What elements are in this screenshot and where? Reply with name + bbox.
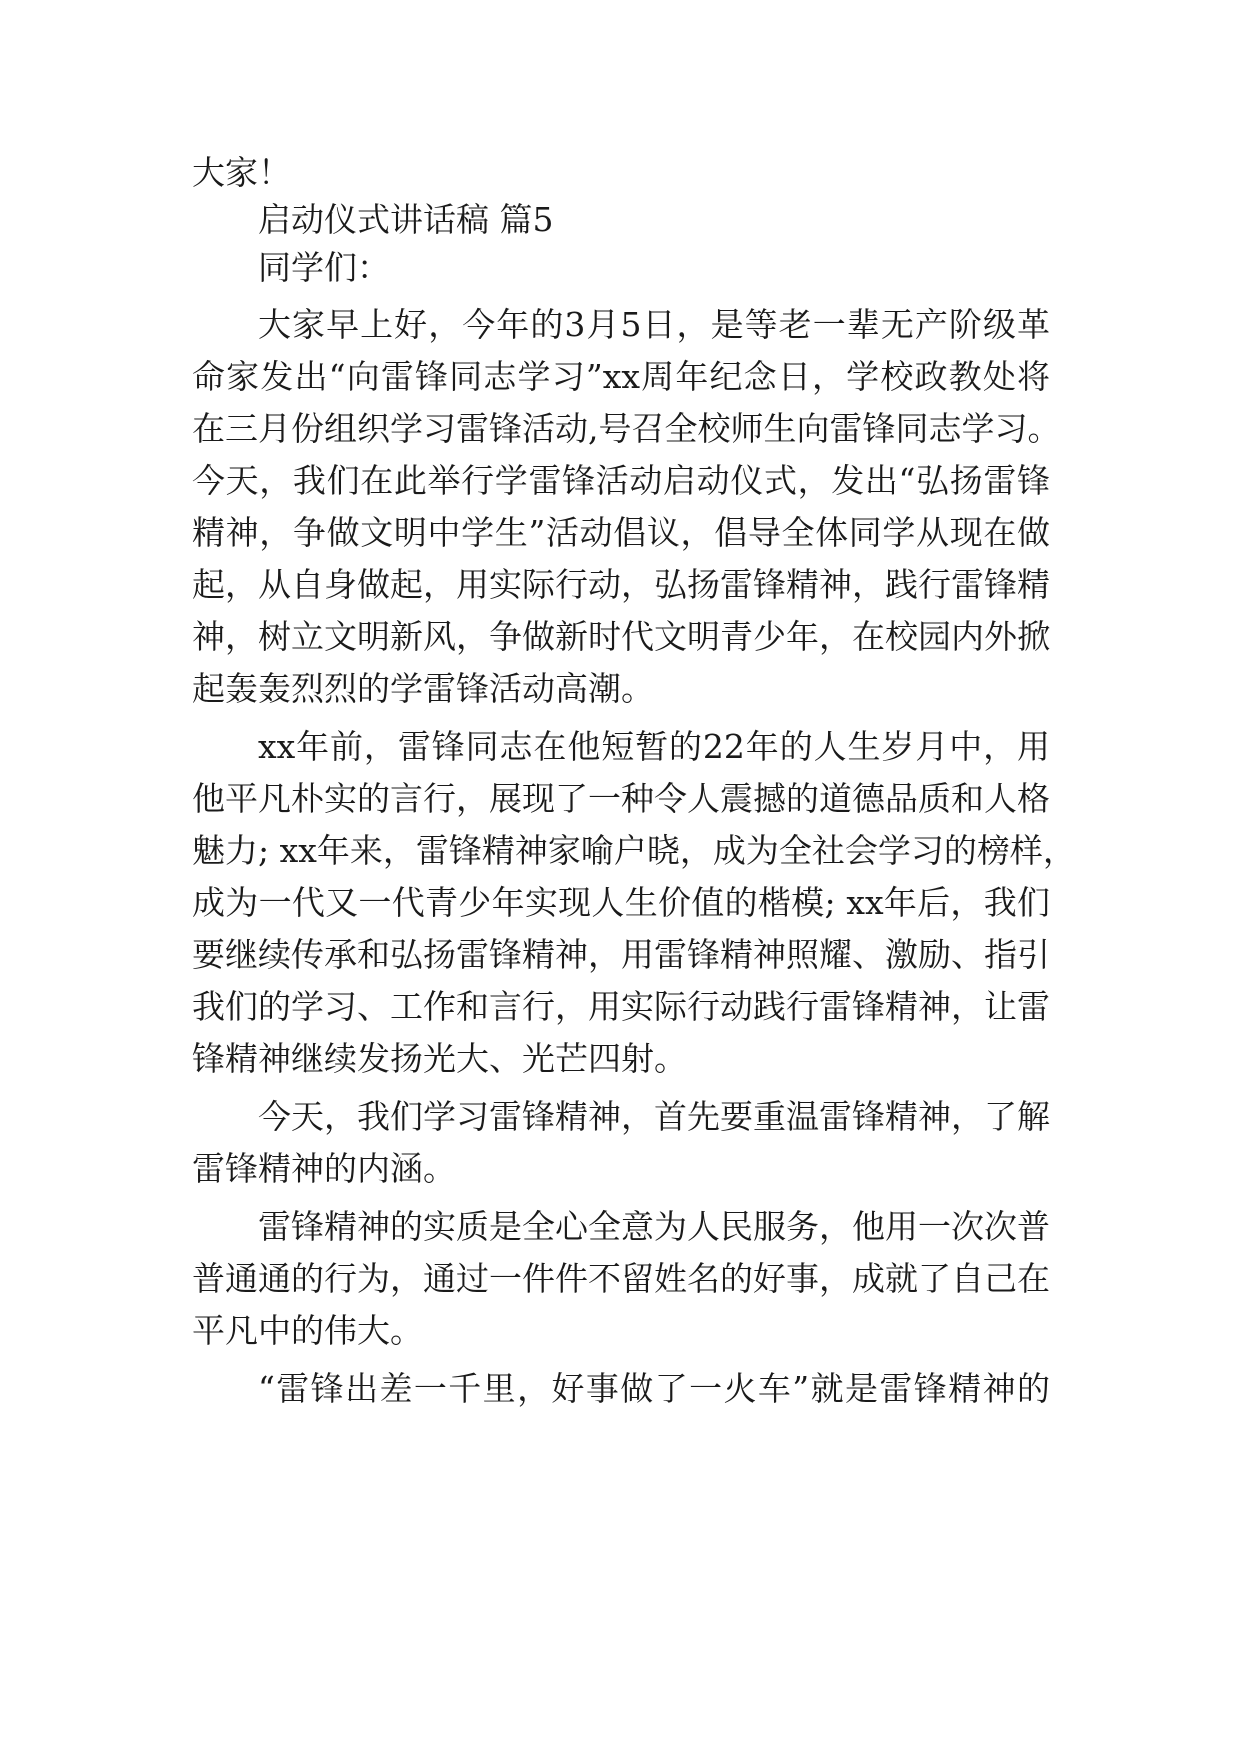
paragraph-2-line-5: 要继续传承和弘扬雷锋精神，用雷锋精神照耀、激励、指引	[192, 935, 1050, 974]
paragraph-2-line-3: 魅力; xx年来，雷锋精神家喻户晓，成为全社会学习的榜样，	[192, 831, 1076, 870]
paragraph-1-line-1: 大家早上好，今年的3月5日，是等老一辈无产阶级革	[258, 305, 1050, 344]
paragraph-1-line-5: 精神，争做文明中学生”活动倡议，倡导全体同学从现在做	[192, 513, 1050, 552]
paragraph-1-line-4: 今天，我们在此举行学雷锋活动启动仪式，发出“弘扬雷锋	[192, 461, 1050, 500]
paragraph-2-line-4: 成为一代又一代青少年实现人生价值的楷模; xx年后，我们	[192, 883, 1050, 922]
paragraph-1-line-3: 在三月份组织学习雷锋活动,号召全校师生向雷锋同志学习。	[192, 409, 1061, 448]
paragraph-3-line-1: 今天，我们学习雷锋精神，首先要重温雷锋精神，了解	[258, 1097, 1050, 1136]
paragraph-2-line-6: 我们的学习、工作和言行，用实际行动践行雷锋精神，让雷	[192, 987, 1050, 1026]
salutation: 同学们：	[258, 248, 390, 287]
section-heading: 启动仪式讲话稿 篇5	[258, 200, 554, 239]
paragraph-1-line-6: 起，从自身做起，用实际行动，弘扬雷锋精神，践行雷锋精	[192, 565, 1050, 604]
paragraph-2-line-2: 他平凡朴实的言行，展现了一种令人震撼的道德品质和人格	[192, 779, 1050, 818]
paragraph-2-line-1: xx年前，雷锋同志在他短暂的22年的人生岁月中，用	[258, 727, 1050, 766]
paragraph-4-line-1: 雷锋精神的实质是全心全意为人民服务，他用一次次普	[258, 1207, 1050, 1246]
paragraph-3-line-2: 雷锋精神的内涵。	[192, 1149, 456, 1188]
paragraph-4-line-2: 普通通的行为，通过一件件不留姓名的好事，成就了自己在	[192, 1259, 1050, 1298]
text-line-greeting-end: 大家！	[192, 153, 291, 192]
paragraph-1-line-2: 命家发出“向雷锋同志学习”xx周年纪念日，学校政教处将	[192, 357, 1050, 396]
paragraph-2-line-7: 锋精神继续发扬光大、光芒四射。	[192, 1039, 687, 1078]
paragraph-5-line-1: “雷锋出差一千里，好事做了一火车”就是雷锋精神的	[258, 1369, 1050, 1408]
paragraph-1-line-7: 神，树立文明新风，争做新时代文明青少年，在校园内外掀	[192, 617, 1050, 656]
paragraph-4-line-3: 平凡中的伟大。	[192, 1311, 423, 1350]
paragraph-1-line-8: 起轰轰烈烈的学雷锋活动高潮。	[192, 669, 654, 708]
